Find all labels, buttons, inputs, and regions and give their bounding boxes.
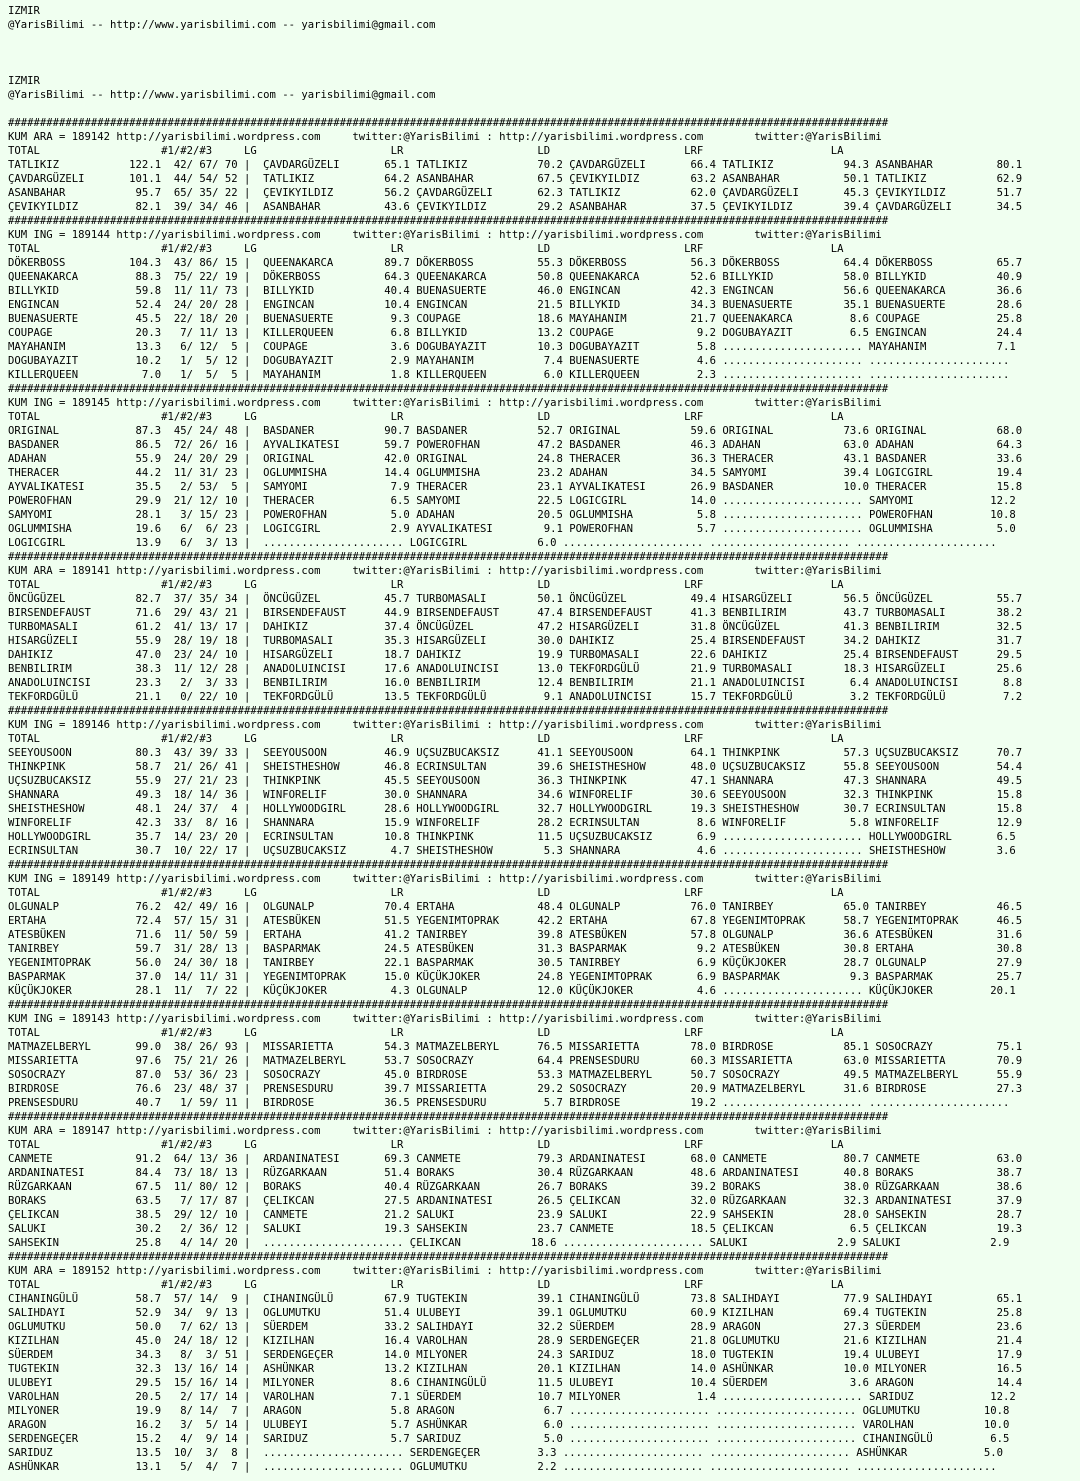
separator-line: ##########################################################################################################################################	[8, 383, 889, 395]
race-title: KUM ARA = 189141 http://yarisbilimi.wordpress.com twitter:@YarisBilimi : http://yarisbilimi.wordpress.com twitter:@YarisBilimi	[8, 565, 882, 577]
header-block	[8, 4, 1080, 32]
separator-line: ##########################################################################################################################################	[8, 1111, 889, 1123]
table-row: TATLIKIZ 122.1 42/ 67/ 70 | ÇAVDARGÜZELI 65.1 TATLIKIZ 70.2 ÇAVDARGÜZELI 66.4 TATLIKIZ 94.3 ASANBAHAR 80.1	[8, 159, 1023, 171]
race-title: KUM ING = 189143 http://yarisbilimi.wordpress.com twitter:@YarisBilimi : http://yarisbilimi.wordpress.com twitter:@YarisBilimi	[8, 1013, 882, 1025]
column-header: TOTAL #1/#2/#3 LG LR LD LRF LA	[8, 887, 844, 899]
table-row: TANIRBEY 59.7 31/ 28/ 13 | BASPARMAK 24.5 ATESBÜKEN 31.3 BASPARMAK 9.2 ATESBÜKEN 30.8 ERTAHA 30.8	[8, 943, 1023, 955]
table-row: KÜÇÜKJOKER 28.1 11/ 7/ 22 | KÜÇÜKJOKER 4.3 OLGUNALP 12.0 KÜÇÜKJOKER 4.6 ...................... KÜÇÜKJOKER 20.1	[8, 985, 1016, 997]
table-row: BUENASUERTE 45.5 22/ 18/ 20 | BUENASUERTE 9.3 COUPAGE 18.6 MAYAHANIM 21.7 QUEENAKARCA 8.6 COUPAGE 25.8	[8, 313, 1023, 325]
table-row: THERACER 44.2 11/ 31/ 23 | OGLUMMISHA 14.4 OGLUMMISHA 23.2 ADAHAN 34.5 SAMYOMI 39.4 LOGICGIRL 19.4	[8, 467, 1023, 479]
table-row: ÇEVIKYILDIZ 82.1 39/ 34/ 46 | ASANBAHAR 43.6 ÇEVIKYILDIZ 29.2 ASANBAHAR 37.5 ÇEVIKYILDIZ 39.4 ÇAVDARGÜZELI 34.5	[8, 201, 1023, 213]
table-row: MISSARIETTA 97.6 75/ 21/ 26 | MATMAZELBERYL 53.7 SOSOCRAZY 64.4 PRENSESDURU 60.3 MISSARIETTA 63.0 MISSARIETTA 70.9	[8, 1055, 1023, 1067]
contact-line: @YarisBilimi -- http://www.yarisbilimi.com -- yarisbilimi@gmail.com	[8, 89, 436, 101]
table-row: SÜERDEM 34.3 8/ 3/ 51 | SERDENGEÇER 14.0 MILYONER 24.3 SARIDUZ 18.0 TUGTEKIN 19.4 ULUBEYI 17.9	[8, 1349, 1023, 1361]
column-header: TOTAL #1/#2/#3 LG LR LD LRF LA	[8, 1027, 844, 1039]
race-block	[8, 1110, 1080, 1250]
race-block	[8, 116, 1080, 214]
race-block	[8, 1250, 1080, 1474]
table-row: OGLUMMISHA 19.6 6/ 6/ 23 | LOGICGIRL 2.9 AYVALIKATESI 9.1 POWEROFHAN 5.7 ...................... OGLUMMISHA 5.0	[8, 523, 1016, 535]
table-row: BIRSENDEFAUST 71.6 29/ 43/ 21 | BIRSENDEFAUST 44.9 BIRSENDEFAUST 47.4 BIRSENDEFAUST 41.3 BENBILIRIM 43.7 TURBOMASALI 38.2	[8, 607, 1023, 619]
separator-line: ##########################################################################################################################################	[8, 117, 889, 129]
table-row: ASANBAHAR 95.7 65/ 35/ 22 | ÇEVIKYILDIZ 56.2 ÇAVDARGÜZELI 62.3 TATLIKIZ 62.0 ÇAVDARGÜZELI 45.3 ÇEVIKYILDIZ 51.7	[8, 187, 1023, 199]
table-row: ARDANINATESI 84.4 73/ 18/ 13 | RÜZGARKAAN 51.4 BORAKS 30.4 RÜZGARKAAN 48.6 ARDANINATESI 40.8 BORAKS 38.7	[8, 1167, 1023, 1179]
table-row: DOGUBAYAZIT 10.2 1/ 5/ 12 | DOGUBAYAZIT 2.9 MAYAHANIM 7.4 BUENASUERTE 4.6 ...................... ......................	[8, 355, 1010, 367]
table-row: KILLERQUEEN 7.0 1/ 5/ 5 | MAYAHANIM 1.8 KILLERQUEEN 6.0 KILLERQUEEN 2.3 ...................... ......................	[8, 369, 1010, 381]
table-row: CANMETE 91.2 64/ 13/ 36 | ARDANINATESI 69.3 CANMETE 79.3 ARDANINATESI 68.0 CANMETE 80.7 CANMETE 63.0	[8, 1153, 1023, 1165]
table-row: ÇAVDARGÜZELI 101.1 44/ 54/ 52 | TATLIKIZ 64.2 ASANBAHAR 67.5 ÇEVIKYILDIZ 63.2 ASANBAHAR 50.1 TATLIKIZ 62.9	[8, 173, 1023, 185]
table-row: RÜZGARKAAN 67.5 11/ 80/ 12 | BORAKS 40.4 RÜZGARKAAN 26.7 BORAKS 39.2 BORAKS 38.0 RÜZGARKAAN 38.6	[8, 1181, 1023, 1193]
table-row: ECRINSULTAN 30.7 10/ 22/ 17 | UÇSUZBUCAKSIZ 4.7 SHEISTHESHOW 5.3 SHANNARA 4.6 ...................... SHEISTHESHOW 3.6	[8, 845, 1016, 857]
table-row: ÖNCÜGÜZEL 82.7 37/ 35/ 34 | ÖNCÜGÜZEL 45.7 TURBOMASALI 50.1 ÖNCÜGÜZEL 49.4 HISARGÜZELI 56.5 ÖNCÜGÜZEL 55.7	[8, 593, 1023, 605]
column-header: TOTAL #1/#2/#3 LG LR LD LRF LA	[8, 1279, 844, 1291]
table-row: SERDENGEÇER 15.2 4/ 9/ 14 | SARIDUZ 5.7 SARIDUZ 5.0 ...................... ...................... CIHANINGÜLÜ 6.5	[8, 1433, 1010, 1445]
table-row: DÖKERBOSS 104.3 43/ 86/ 15 | QUEENAKARCA 89.7 DÖKERBOSS 55.3 DÖKERBOSS 56.3 DÖKERBOSS 64.4 DÖKERBOSS 65.7	[8, 257, 1023, 269]
table-row: BASPARMAK 37.0 14/ 11/ 31 | YEGENIMTOPRAK 15.0 KÜÇÜKJOKER 24.8 YEGENIMTOPRAK 6.9 BASPARMAK 9.3 BASPARMAK 25.7	[8, 971, 1023, 983]
table-row: BILLYKID 59.8 11/ 11/ 73 | BILLYKID 40.4 BUENASUERTE 46.0 ENGINCAN 42.3 ENGINCAN 56.6 QUEENAKARCA 36.6	[8, 285, 1023, 297]
table-row: BENBILIRIM 38.3 11/ 12/ 28 | ANADOLUINCISI 17.6 ANADOLUINCISI 13.0 TEKFORDGÜLÜ 21.9 TURBOMASALI 18.3 HISARGÜZELI 25.6	[8, 663, 1023, 675]
race-title: KUM ING = 189144 http://yarisbilimi.wordpress.com twitter:@YarisBilimi : http://yarisbilimi.wordpress.com twitter:@YarisBilimi	[8, 229, 882, 241]
separator-line: ##########################################################################################################################################	[8, 1251, 889, 1263]
column-header: TOTAL #1/#2/#3 LG LR LD LRF LA	[8, 411, 844, 423]
separator-line: ##########################################################################################################################################	[8, 705, 889, 717]
table-row: SAMYOMI 28.1 3/ 15/ 23 | POWEROFHAN 5.0 ADAHAN 20.5 OGLUMMISHA 5.8 ...................... POWEROFHAN 10.8	[8, 509, 1016, 521]
city-line: IZMIR	[8, 75, 40, 87]
race-title: KUM ING = 189149 http://yarisbilimi.wordpress.com twitter:@YarisBilimi : http://yarisbilimi.wordpress.com twitter:@YarisBilimi	[8, 873, 882, 885]
table-row: OGLUMUTKU 50.0 7/ 62/ 13 | SÜERDEM 33.2 SALIHDAYI 32.2 SÜERDEM 28.9 ARAGON 27.3 SÜERDEM 23.6	[8, 1321, 1023, 1333]
table-row: ENGINCAN 52.4 24/ 20/ 28 | ENGINCAN 10.4 ENGINCAN 21.5 BILLYKID 34.3 BUENASUERTE 35.1 BUENASUERTE 28.6	[8, 299, 1023, 311]
spacer-line	[8, 102, 1080, 116]
race-block	[8, 858, 1080, 998]
contact-line: @YarisBilimi -- http://www.yarisbilimi.com -- yarisbilimi@gmail.com	[8, 19, 436, 31]
column-header: TOTAL #1/#2/#3 LG LR LD LRF LA	[8, 733, 844, 745]
table-row: PRENSESDURU 40.7 1/ 59/ 11 | BIRDROSE 36.5 PRENSESDURU 5.7 BIRDROSE 19.2 ...................... ......................	[8, 1097, 1010, 1109]
table-row: UÇSUZBUCAKSIZ 55.9 27/ 21/ 23 | THINKPINK 45.5 SEEYOUSOON 36.3 THINKPINK 47.1 SHANNARA 47.3 SHANNARA 49.5	[8, 775, 1023, 787]
table-row: VAROLHAN 20.5 2/ 17/ 14 | VAROLHAN 7.1 SÜERDEM 10.7 MILYONER 1.4 ...................... SARIDUZ 12.2	[8, 1391, 1016, 1403]
table-row: ÇELIKCAN 38.5 29/ 12/ 10 | CANMETE 21.2 SALUKI 23.9 SALUKI 22.9 SAHSEKIN 28.0 SAHSEKIN 28.7	[8, 1209, 1023, 1221]
separator-line: ##########################################################################################################################################	[8, 859, 889, 871]
separator-line: ##########################################################################################################################################	[8, 999, 889, 1011]
table-row: OLGUNALP 76.2 42/ 49/ 16 | OLGUNALP 70.4 ERTAHA 48.4 OLGUNALP 76.0 TANIRBEY 65.0 TANIRBEY 46.5	[8, 901, 1023, 913]
table-row: SHANNARA 49.3 18/ 14/ 36 | WINFORELIF 30.0 SHANNARA 34.6 WINFORELIF 30.6 SEEYOUSOON 32.3 THINKPINK 15.8	[8, 789, 1023, 801]
table-row: POWEROFHAN 29.9 21/ 12/ 10 | THERACER 6.5 SAMYOMI 22.5 LOGICGIRL 14.0 ...................... SAMYOMI 12.2	[8, 495, 1016, 507]
table-row: MILYONER 19.9 8/ 14/ 7 | ARAGON 5.8 ARAGON 6.7 ...................... ...................... OGLUMUTKU 10.8	[8, 1405, 1010, 1417]
race-block	[8, 550, 1080, 704]
header-block	[8, 74, 1080, 102]
city-line: IZMIR	[8, 5, 40, 17]
race-block	[8, 704, 1080, 858]
table-row: YEGENIMTOPRAK 56.0 24/ 30/ 18 | TANIRBEY 22.1 BASPARMAK 30.5 TANIRBEY 6.9 KÜÇÜKJOKER 28.7 OLGUNALP 27.9	[8, 957, 1023, 969]
spacer-line	[8, 60, 1080, 74]
column-header: TOTAL #1/#2/#3 LG LR LD LRF LA	[8, 579, 844, 591]
column-header: TOTAL #1/#2/#3 LG LR LD LRF LA	[8, 145, 844, 157]
table-row: HISARGÜZELI 55.9 28/ 19/ 18 | TURBOMASALI 35.3 HISARGÜZELI 30.0 DAHIKIZ 25.4 BIRSENDEFAUST 34.2 DAHIKIZ 31.7	[8, 635, 1023, 647]
race-block	[8, 214, 1080, 382]
table-row: THINKPINK 58.7 21/ 26/ 41 | SHEISTHESHOW 46.8 ECRINSULTAN 39.6 SHEISTHESHOW 48.0 UÇSUZBUCAKSIZ 55.8 SEEYOUSOON 54.4	[8, 761, 1023, 773]
column-header: TOTAL #1/#2/#3 LG LR LD LRF LA	[8, 1139, 844, 1151]
table-row: AYVALIKATESI 35.5 2/ 53/ 5 | SAMYOMI 7.9 THERACER 23.1 AYVALIKATESI 26.9 BASDANER 10.0 THERACER 15.8	[8, 481, 1023, 493]
table-row: ANADOLUINCISI 23.3 2/ 3/ 33 | BENBILIRIM 16.0 BENBILIRIM 12.4 BENBILIRIM 21.1 ANADOLUINCISI 6.4 ANADOLUINCISI 8.8	[8, 677, 1023, 689]
race-title: KUM ING = 189146 http://yarisbilimi.wordpress.com twitter:@YarisBilimi : http://yarisbilimi.wordpress.com twitter:@YarisBilimi	[8, 719, 882, 731]
table-row: BIRDROSE 76.6 23/ 48/ 37 | PRENSESDURU 39.7 MISSARIETTA 29.2 SOSOCRAZY 20.9 MATMAZELBERYL 31.6 BIRDROSE 27.3	[8, 1083, 1023, 1095]
table-row: TEKFORDGÜLÜ 21.1 0/ 22/ 10 | TEKFORDGÜLÜ 13.5 TEKFORDGÜLÜ 9.1 ANADOLUINCISI 15.7 TEKFORDGÜLÜ 3.2 TEKFORDGÜLÜ 7.2	[8, 691, 1023, 703]
table-row: BORAKS 63.5 7/ 17/ 87 | ÇELIKCAN 27.5 ARDANINATESI 26.5 ÇELIKCAN 32.0 RÜZGARKAAN 32.3 ARDANINATESI 37.9	[8, 1195, 1023, 1207]
table-row: BASDANER 86.5 72/ 26/ 16 | AYVALIKATESI 59.7 POWEROFHAN 47.2 BASDANER 46.3 ADAHAN 63.0 ADAHAN 64.3	[8, 439, 1023, 451]
separator-line: ##########################################################################################################################################	[8, 551, 889, 563]
table-row: LOGICGIRL 13.9 6/ 3/ 13 | ...................... LOGICGIRL 6.0 ...................... ...................... ......................	[8, 537, 997, 549]
table-row: MAYAHANIM 13.3 6/ 12/ 5 | COUPAGE 3.6 DOGUBAYAZIT 10.3 DOGUBAYAZIT 5.8 ...................... MAYAHANIM 7.1	[8, 341, 1016, 353]
table-row: SALUKI 30.2 2/ 36/ 12 | SALUKI 19.3 SAHSEKIN 23.7 CANMETE 18.5 ÇELIKCAN 6.5 ÇELIKCAN 19.3	[8, 1223, 1023, 1235]
table-row: ARAGON 16.2 3/ 5/ 14 | ULUBEYI 5.7 ASHÜNKAR 6.0 ...................... ...................... VAROLHAN 10.0	[8, 1419, 1010, 1431]
table-row: QUEENAKARCA 88.3 75/ 22/ 19 | DÖKERBOSS 64.3 QUEENAKARCA 50.8 QUEENAKARCA 52.6 BILLYKID 58.0 BILLYKID 40.9	[8, 271, 1023, 283]
table-row: TUGTEKIN 32.3 13/ 16/ 14 | ASHÜNKAR 13.2 KIZILHAN 20.1 KIZILHAN 14.0 ASHÜNKAR 10.0 MILYONER 16.5	[8, 1363, 1023, 1375]
table-row: ADAHAN 55.9 24/ 20/ 29 | ORIGINAL 42.0 ORIGINAL 24.8 THERACER 36.3 THERACER 43.1 BASDANER 33.6	[8, 453, 1023, 465]
race-block	[8, 998, 1080, 1110]
table-row: DAHIKIZ 47.0 23/ 24/ 10 | HISARGÜZELI 18.7 DAHIKIZ 19.9 TURBOMASALI 22.6 DAHIKIZ 25.4 BIRSENDEFAUST 29.5	[8, 649, 1023, 661]
table-row: TURBOMASALI 61.2 41/ 13/ 17 | DAHIKIZ 37.4 ÖNCÜGÜZEL 47.2 HISARGÜZELI 31.8 ÖNCÜGÜZEL 41.3 BENBILIRIM 32.5	[8, 621, 1023, 633]
race-block	[8, 382, 1080, 550]
table-row: SEEYOUSOON 80.3 43/ 39/ 33 | SEEYOUSOON 46.9 UÇSUZBUCAKSIZ 41.1 SEEYOUSOON 64.1 THINKPINK 57.3 UÇSUZBUCAKSIZ 70.7	[8, 747, 1023, 759]
table-row: SAHSEKIN 25.8 4/ 14/ 20 | ...................... ÇELIKCAN 18.6 ...................... SALUKI 2.9 SALUKI 2.9	[8, 1237, 1010, 1249]
table-row: MATMAZELBERYL 99.0 38/ 26/ 93 | MISSARIETTA 54.3 MATMAZELBERYL 76.5 MISSARIETTA 78.0 BIRDROSE 85.1 SOSOCRAZY 75.1	[8, 1041, 1023, 1053]
table-row: CIHANINGÜLÜ 58.7 57/ 14/ 9 | CIHANINGÜLÜ 67.9 TUGTEKIN 39.1 CIHANINGÜLÜ 73.8 SALIHDAYI 77.9 SALIHDAYI 65.1	[8, 1293, 1023, 1305]
column-header: TOTAL #1/#2/#3 LG LR LD LRF LA	[8, 243, 844, 255]
table-row: KIZILHAN 45.0 24/ 18/ 12 | KIZILHAN 16.4 VAROLHAN 28.9 SERDENGEÇER 21.8 OGLUMUTKU 21.6 KIZILHAN 21.4	[8, 1335, 1023, 1347]
table-row: COUPAGE 20.3 7/ 11/ 13 | KILLERQUEEN 6.8 BILLYKID 13.2 COUPAGE 9.2 DOGUBAYAZIT 6.5 ENGINCAN 24.4	[8, 327, 1023, 339]
table-row: SARIDUZ 13.5 10/ 3/ 8 | ...................... SERDENGEÇER 3.3 ...................... ...................... ASHÜNKAR 5.0	[8, 1447, 1003, 1459]
table-row: WINFORELIF 42.3 33/ 8/ 16 | SHANNARA 15.9 WINFORELIF 28.2 ECRINSULTAN 8.6 WINFORELIF 5.8 WINFORELIF 12.9	[8, 817, 1023, 829]
table-row: HOLLYWOODGIRL 35.7 14/ 23/ 20 | ECRINSULTAN 10.8 THINKPINK 11.5 UÇSUZBUCAKSIZ 6.9 ...................... HOLLYWOODGIRL 6.5	[8, 831, 1016, 843]
spacer	[8, 32, 1080, 60]
race-title: KUM ARA = 189142 http://yarisbilimi.wordpress.com twitter:@YarisBilimi : http://yarisbilimi.wordpress.com twitter:@YarisBilimi	[8, 131, 882, 143]
table-row: SALIHDAYI 52.9 34/ 9/ 13 | OGLUMUTKU 51.4 ULUBEYI 39.1 OGLUMUTKU 60.9 KIZILHAN 69.4 TUGTEKIN 25.8	[8, 1307, 1023, 1319]
race-title: KUM ARA = 189147 http://yarisbilimi.wordpress.com twitter:@YarisBilimi : http://yarisbilimi.wordpress.com twitter:@YarisBilimi	[8, 1125, 882, 1137]
table-row: ATESBÜKEN 71.6 11/ 50/ 59 | ERTAHA 41.2 TANIRBEY 39.8 ATESBÜKEN 57.8 OLGUNALP 36.6 ATESBÜKEN 31.6	[8, 929, 1023, 941]
table-row: ERTAHA 72.4 57/ 15/ 31 | ATESBÜKEN 51.5 YEGENIMTOPRAK 42.2 ERTAHA 67.8 YEGENIMTOPRAK 58.7 YEGENIMTOPRAK 46.5	[8, 915, 1023, 927]
race-title: KUM ING = 189145 http://yarisbilimi.wordpress.com twitter:@YarisBilimi : http://yarisbilimi.wordpress.com twitter:@YarisBilimi	[8, 397, 882, 409]
race-list	[8, 116, 1080, 1474]
separator-line: ##########################################################################################################################################	[8, 215, 889, 227]
table-row: ORIGINAL 87.3 45/ 24/ 48 | BASDANER 90.7 BASDANER 52.7 ORIGINAL 59.6 ORIGINAL 73.6 ORIGINAL 68.0	[8, 425, 1023, 437]
table-row: ULUBEYI 29.5 15/ 16/ 14 | MILYONER 8.6 CIHANINGÜLÜ 11.5 ULUBEYI 10.4 SÜERDEM 3.6 ARAGON 14.4	[8, 1377, 1023, 1389]
table-row: ASHÜNKAR 13.1 5/ 4/ 7 | ...................... OGLUMUTKU 2.2 ...................... ...................... ......................	[8, 1461, 997, 1473]
table-row: SOSOCRAZY 87.0 53/ 36/ 23 | SOSOCRAZY 45.0 BIRDROSE 53.3 MATMAZELBERYL 50.7 SOSOCRAZY 49.5 MATMAZELBERYL 55.9	[8, 1069, 1023, 1081]
race-title: KUM ARA = 189152 http://yarisbilimi.wordpress.com twitter:@YarisBilimi : http://yarisbilimi.wordpress.com twitter:@YarisBilimi	[8, 1265, 882, 1277]
table-row: SHEISTHESHOW 48.1 24/ 37/ 4 | HOLLYWOODGIRL 28.6 HOLLYWOODGIRL 32.7 HOLLYWOODGIRL 19.3 SHEISTHESHOW 30.7 ECRINSULTAN 15.8	[8, 803, 1023, 815]
